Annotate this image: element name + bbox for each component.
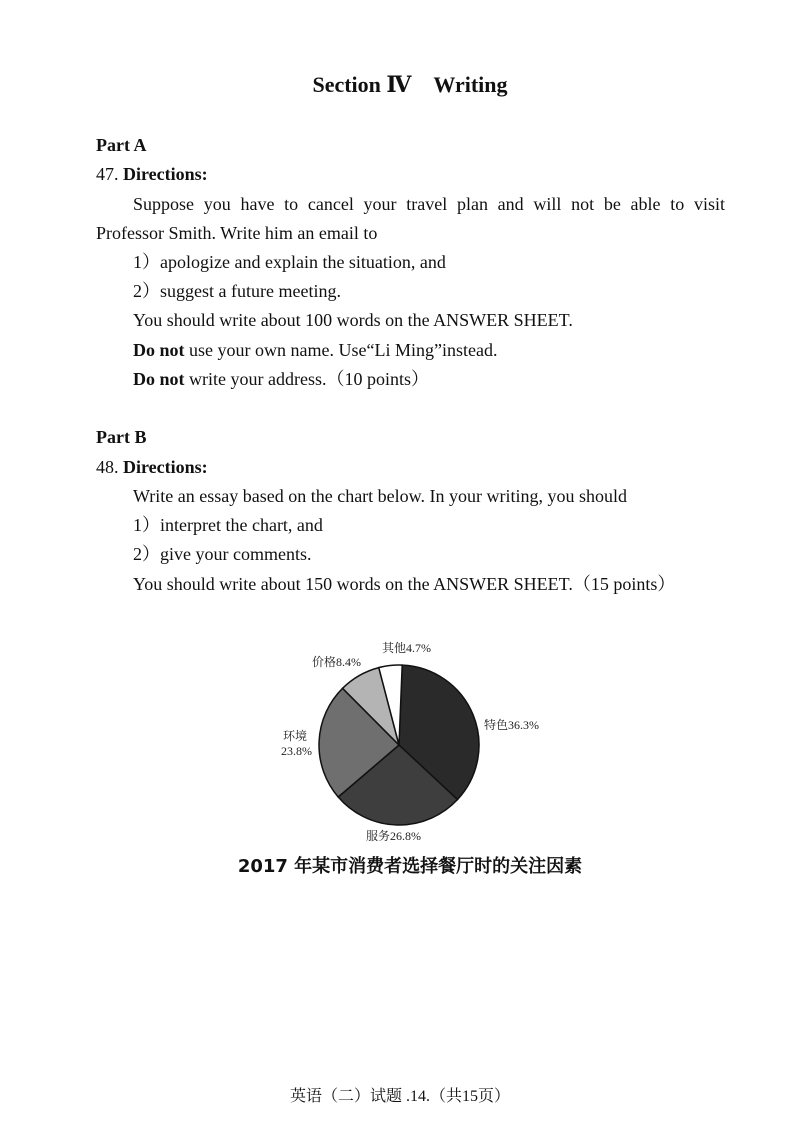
part-a-prompt-line1: Suppose you have to cancel your travel plan and will not be able to visit — [133, 194, 725, 214]
directions-label: Directions: — [123, 457, 208, 477]
slice-label-环境: 环境 — [283, 729, 308, 743]
do-not-label: Do not — [133, 369, 185, 389]
part-a-heading: Part A — [96, 135, 147, 155]
question-number: 48. — [96, 457, 119, 477]
part-a-word-count: You should write about 100 words on the ANSWER SHEET. — [133, 310, 573, 330]
part-b-item-2: 2）give your comments. — [133, 544, 312, 564]
question-number: 47. — [96, 164, 119, 184]
part-b-heading: Part B — [96, 427, 147, 447]
slice-label-特色: 特色36.3% — [484, 718, 539, 732]
slice-label-服务: 服务26.8% — [366, 829, 421, 843]
do-not-label: Do not — [133, 340, 185, 360]
note-address-text: write your address.（10 points） — [184, 369, 429, 389]
note-name-text: use your own name. Use“Li Ming”instead. — [184, 340, 498, 360]
section-number: Section Ⅳ — [312, 72, 412, 97]
page-footer: 英语（二）试题 .14.（共15页） — [289, 1088, 510, 1105]
part-a-item-2: 2）suggest a future meeting. — [133, 281, 341, 301]
part-a-prompt-line2: Professor Smith. Write him an email to — [96, 223, 378, 243]
part-b-word-count: You should write about 150 words on the ANSWER SHEET.（15 points） — [133, 574, 676, 594]
slice-label-环境-value: 23.8% — [281, 744, 312, 758]
directions-label: Directions: — [123, 164, 208, 184]
part-b-prompt-line1: Write an essay based on the chart below. In your writing, you should — [133, 486, 627, 506]
slice-label-其他: 其他4.7% — [382, 641, 431, 655]
chart-title: 2017 年某市消费者选择餐厅时的关注因素 — [237, 856, 583, 877]
slice-label-价格: 价格8.4% — [312, 655, 361, 669]
part-a-item-1: 1）apologize and explain the situation, and — [133, 252, 446, 272]
part-b-item-1: 1）interpret the chart, and — [133, 515, 323, 535]
section-name: Writing — [433, 72, 508, 97]
